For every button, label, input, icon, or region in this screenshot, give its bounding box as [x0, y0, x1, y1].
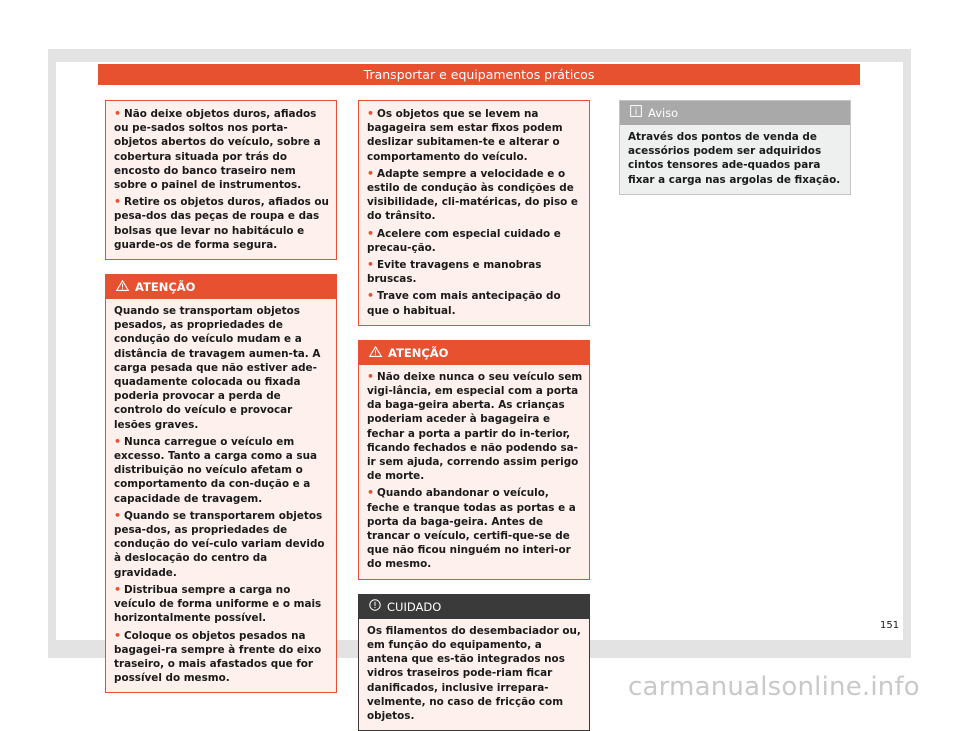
note-body [620, 125, 850, 194]
section-header [98, 64, 860, 85]
list-item: • Retire os objetos duros, afiados ou pesa-dos das peças de roupa e das bolsas que levar no habitáculo e guarde-os de forma segura. [114, 195, 329, 251]
bullet-icon: • [114, 628, 122, 642]
warning-title: ATENÇÃO [388, 345, 449, 360]
caution-text: Os filamentos do desembaciador ou, em função do equipamento, a antena que es-tão integrados nos vidros traseiros pode-riam ficar danificados, inclusive irrepara-velmente, no caso de fricção com objetos. [367, 624, 581, 722]
note-text: Através dos pontos de venda de acessórios podem ser adquiridos cintos tensores ade-quados para fixar a carga nas argolas de fixação. [628, 131, 841, 186]
warning-box [358, 340, 590, 580]
bullet-icon: • [367, 369, 375, 383]
list-item: • Distribua sempre a carga no veículo de forma uniforme e o mais horizontalmente possível. [114, 582, 322, 625]
column-left [105, 100, 337, 693]
list-item: • Acelere com especial cuidado e precau-ção. [367, 226, 561, 254]
note-title: Aviso [648, 106, 679, 120]
warning-intro: Quando se transportam objetos pesados, as propriedades de condução do veículo mudam e a distância de travagem aumen-ta. A carga pesada que não estiver ade-quadamente colocada ou fixada poderia provocar a perda de controlo do veículo e provocar lesões graves. [114, 305, 321, 431]
bullet-icon: • [114, 107, 122, 120]
caution-header [359, 595, 589, 619]
warning-body [359, 365, 589, 579]
list-item: • Trave com mais antecipação do que o habitual. [367, 289, 561, 317]
bullet-icon: • [114, 582, 122, 596]
note-box [619, 100, 851, 195]
list-item: • Não deixe nunca o seu veículo sem vigi-lância, em especial com a porta da baga-geira aberta. As crianças poderiam aceder à bagageira e fechar a porta a partir do in-terior, ficando fechados e não podendo sa-ir sem ajuda, correndo assim perigo de morte. [367, 369, 583, 483]
warning-header [106, 275, 336, 299]
info-box [358, 100, 590, 326]
bullet-icon: • [367, 107, 375, 120]
bullet-icon: • [114, 434, 122, 448]
bullet-icon: • [114, 508, 122, 522]
bullet-icon: • [367, 289, 375, 303]
section-title: Transportar e equipamentos práticos [363, 67, 595, 82]
caution-box [358, 594, 590, 731]
warning-header [359, 341, 589, 365]
caution-title: CUIDADO [387, 599, 442, 614]
watermark: carmanualsonline.info [628, 672, 920, 702]
info-box [105, 100, 337, 260]
list-item: • Quando se transportarem objetos pesa-dos, as propriedades de condução do veí-culo variam devido à deslocação do centro da gravidade. [114, 508, 325, 579]
exclamation-circle-icon [369, 595, 381, 619]
column-right [619, 100, 851, 195]
list-item: • Os objetos que se levem na bagageira sem estar fixos podem deslizar subitamen-te e alterar o comportamento do veículo. [367, 107, 563, 163]
list-item: • Quando abandonar o veículo, feche e tranque todas as portas e a porta da baga-geira. Antes de trancar o veículo, certifi-que-se de que não ficou ninguém no interi-or do mesmo. [367, 486, 576, 571]
list-item: • Adapte sempre a velocidade e o estilo de condução às condições de visibilidade, cli-matéricas, do piso e do trânsito. [367, 166, 578, 223]
list-item: • Nunca carregue o veículo em excesso. Tanto a carga como a sua distribuição no veículo afetam o comportamento da con-dução e a capacidade de travagem. [114, 434, 318, 505]
column-middle [358, 100, 590, 731]
list-item: • Evite travagens e manobras bruscas. [367, 258, 542, 286]
warning-title: ATENÇÃO [135, 280, 196, 295]
list-item: • Não deixe objetos duros, afiados ou pe-sados soltos nos porta-objetos abertos do veículo, sobre a cobertura situada por trás do encosto do banco traseiro nem sobre o painel de instrumentos. [114, 107, 321, 192]
warning-triangle-icon [369, 341, 382, 365]
bullet-icon: • [367, 486, 375, 500]
bullet-icon: • [367, 258, 375, 272]
list-item: • Coloque os objetos pesados na bagagei-ra sempre à frente do eixo traseiro, o mais afastados que for possível do mesmo. [114, 628, 322, 685]
bullet-icon: • [367, 226, 375, 240]
page-number: 151 [880, 620, 900, 631]
note-header [620, 101, 850, 125]
info-square-icon [630, 101, 642, 125]
warning-triangle-icon [116, 275, 129, 299]
bullet-icon: • [114, 195, 122, 209]
warning-body [106, 299, 336, 692]
bullet-icon: • [367, 166, 375, 180]
caution-body [359, 619, 589, 730]
warning-box [105, 274, 337, 693]
